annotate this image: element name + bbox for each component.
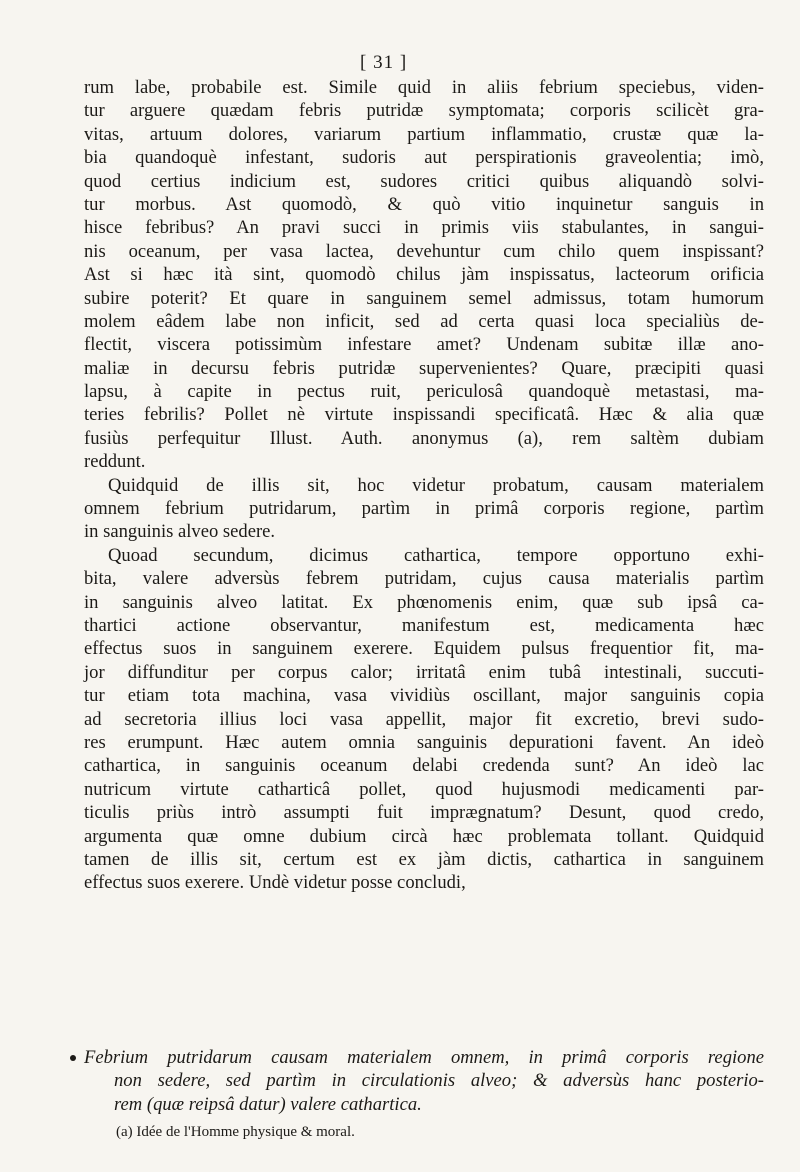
text-line: cathartica, in sanguinis oceanum delabi credenda sunt? An ideò lac [84,755,764,777]
text-line: Quidquid de illis sit, hoc videtur probatum, causam materialem [108,474,764,496]
text-line: effectus suos exerere. Undè videtur posse concludi, [84,872,466,894]
text-line: bita, valere adversùs febrem putridam, cujus causa materialis partìm [84,568,764,590]
text-line: tur morbus. Ast quomodò, & quò vitio inquinetur sanguis in [84,193,764,215]
text-line: reddunt. [84,451,146,473]
text-line: rum labe, probabile est. Simile quid in aliis febrium speciebus, viden- [84,77,764,98]
text-line: Ast si hæc ità sint, quomodò chilus jàm inspissatus, lacteorum orificia [84,264,764,286]
text-line: hisce febribus? An pravi succi in primis viis stabulantes, in sangui- [84,217,764,239]
conclusion-line: non sedere, sed partìm in circulationis alveo; & adversùs hanc posterio- [114,1070,764,1092]
text-line: omnem febrium putridarum, partìm in primâ corporis regione, partìm [84,498,764,520]
text-line: bia quandoquè infestant, sudoris aut perspirationis graveolentia; imò, [84,147,764,169]
text-line: nutricum virtute catharticâ pollet, quod hujusmodi medicamenti par- [84,778,764,800]
text-line: teries febrilis? Pollet nè virtute inspissandi specificatâ. Hæc & alia quæ [84,404,764,426]
text-line: nis oceanum, per vasa lactea, devehuntur cum chilo quem inspissant? [84,240,764,262]
text-line: tamen de illis sit, certum est ex jàm dictis, cathartica in sanguinem [84,848,764,870]
footnote: (a) Idée de l'Homme physique & moral. [116,1124,355,1140]
text-line: argumenta quæ omne dubium circà hæc problemata tollant. Quidquid [84,825,764,847]
text-line: effectus suos in sanguinem exerere. Equidem pulsus frequentior fit, ma- [84,638,764,660]
text-line: maliæ in decursu febris putridæ supervenientes? Quare, præcipiti quasi [84,357,764,379]
text-line: res erumpunt. Hæc autem omnia sanguinis depurationi favent. An ideò [84,731,764,753]
text-line: tur arguere quædam febris putridæ symptomata; corporis scilicèt gra- [84,100,764,122]
text-line: Quoad secundum, dicimus cathartica, tempore opportuno exhi- [108,544,764,566]
text-line: flectit, viscera potissimùm infestare amet? Undenam subitæ illæ ano- [84,334,764,356]
page-number: [ 31 ] [360,52,408,73]
text-line: in sanguinis alveo latitat. Ex phœnomenis enim, quæ sub ipsâ ca- [84,591,764,613]
text-line: jor diffunditur per corpus calor; irritatâ enim tubâ intestinali, succuti- [84,661,764,683]
text-line: ticulis priùs intrò assumpti fuit imprægnatum? Desunt, quod credo, [84,802,764,824]
text-line: quod certius indicium est, sudores critici quibus aliquandò solvi- [84,170,764,192]
text-line: tur etiam tota machina, vasa vividiùs oscillant, major sanguinis copia [84,685,764,707]
text-line: thartici actione observantur, manifestum est, medicamenta hæc [84,614,764,636]
text-line: lapsu, à capite in pectus ruit, periculosâ quandoquè metastasi, ma- [84,381,764,403]
text-line: in sanguinis alveo sedere. [84,521,276,543]
text-line: vitas, artuum dolores, variarum partium inflammatio, crustæ quæ la- [84,123,764,145]
text-line: fusiùs perfequitur Illust. Auth. anonymus (a), rem saltèm dubiam [84,427,764,449]
text-line: ad secretoria illius loci vasa appellit, major fit excretio, brevi sudo- [84,708,764,730]
conclusion-line: Febrium putridarum causam materialem omnem, in primâ corporis regione [84,1047,764,1068]
body-text [84,76,764,895]
bullet-mark [70,1055,76,1061]
conclusion-line: rem (quæ reipsâ datur) valere cathartica. [114,1093,422,1115]
text-line: subire poterit? Et quare in sanguinem semel admissus, totam humorum [84,287,764,309]
conclusion-statement [84,1046,764,1116]
text-line: molem eâdem labe non inficit, sed ad certa quasi loca specialiùs de- [84,310,764,332]
